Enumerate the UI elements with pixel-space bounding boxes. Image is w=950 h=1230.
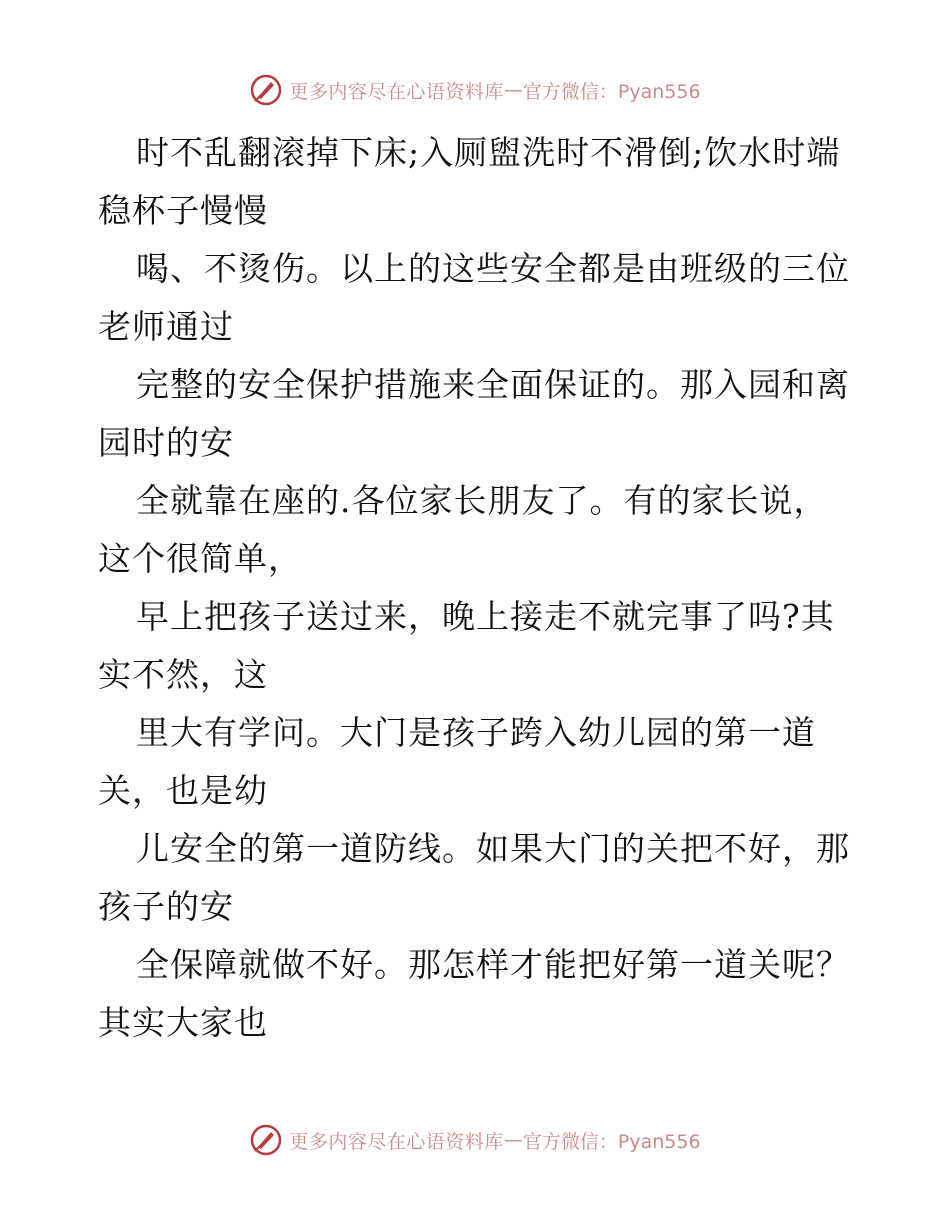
header-separator: — (503, 79, 523, 101)
paragraph (98, 820, 858, 936)
paragraph-line: 里大有学问。大门是孩子跨入幼儿园的第一道 (136, 713, 816, 752)
paragraph-line: 时不乱翻滚掉下床;入厕盥洗时不滑倒;饮水时端 (136, 133, 841, 172)
paragraph-line: 稳杯子慢慢 (98, 191, 268, 230)
paragraph (98, 240, 858, 356)
paragraph (98, 356, 858, 472)
header-banner (0, 70, 950, 110)
paragraph (98, 124, 858, 240)
body-text (98, 124, 858, 1052)
paragraph-line: 全保障就做不好。那怎样才能把好第一道关呢？ (136, 945, 850, 984)
paragraph-line: 儿安全的第一道防线。如果大门的关把不好，那 (136, 829, 850, 868)
paragraph (98, 472, 858, 588)
paragraph (98, 936, 858, 1052)
footer-title: 更多内容尽在心语资料库 (289, 1130, 504, 1153)
paragraph-line: 这个很简单， (98, 539, 302, 578)
paragraph-line: 其实大家也 (98, 1003, 268, 1042)
footer-banner (0, 1120, 950, 1160)
header-title: 更多内容尽在心语资料库 (289, 80, 504, 103)
paragraph-line: 实不然，这 (98, 655, 268, 694)
paragraph-line: 园时的安 (98, 423, 234, 462)
header-wechat: 官方微信：Pyan556 (522, 80, 701, 103)
paragraph-line: 早上把孩子送过来，晚上接走不就完事了吗?其 (136, 597, 835, 636)
paragraph-line: 关，也是幼 (98, 771, 268, 810)
paragraph-line: 喝、不烫伤。以上的这些安全都是由班级的三位 (136, 249, 850, 288)
paragraph-line: 完整的安全保护措施来全面保证的。那入园和离 (136, 365, 850, 404)
paragraph (98, 588, 858, 704)
paragraph (98, 704, 858, 820)
footer-wechat: 官方微信：Pyan556 (522, 1130, 701, 1153)
paragraph-line: 老师通过 (98, 307, 234, 346)
paragraph-line: 全就靠在座的.各位家长朋友了。有的家长说， (136, 481, 828, 520)
quill-logo-icon (249, 1123, 283, 1157)
paragraph-line: 孩子的安 (98, 887, 234, 926)
footer-separator: — (503, 1129, 523, 1151)
quill-logo-icon (249, 73, 283, 107)
